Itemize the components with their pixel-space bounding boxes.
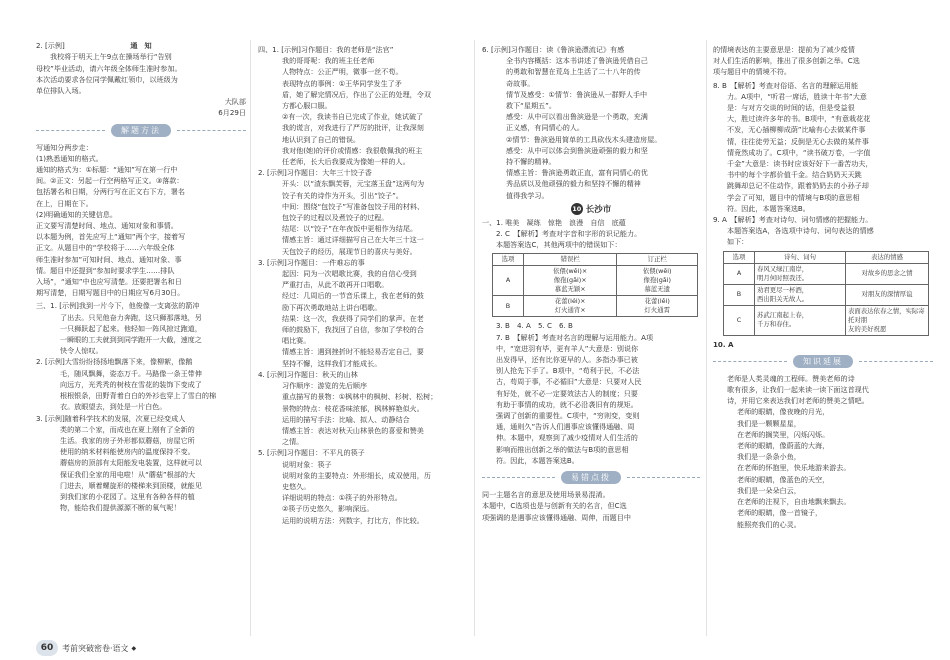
cell-line: 像孢(gǎi) <box>643 276 671 285</box>
footer-mark: ◆ <box>131 644 137 652</box>
text-line: 千金”大意是：读书时应该好好下一番苦功夫， <box>727 159 873 169</box>
pitfall-title: 易错点拨 <box>561 471 621 484</box>
text-line: 师的鼓励下，我找回了自信，参加了学校的合 <box>282 325 424 335</box>
cell-line: 苏武江南起上春， <box>757 311 809 320</box>
extension-text <box>713 373 933 530</box>
table-header: 选项 <box>724 251 755 263</box>
text-line: 任老师，长大后我要成为像她一样的人。 <box>282 157 410 167</box>
text-line: 包括署名和日期，分两行写在正文右下方，署名 <box>36 187 185 197</box>
text-line: 学会了可知，题目中的情境与B项的意思相 <box>727 192 860 202</box>
q9-answer <box>713 214 933 248</box>
text-line: 包饺子的过程以及煮饺子的过程。 <box>282 213 389 223</box>
text-line: 以本题为例，首先应写上“通知”两个字，接着写 <box>36 232 186 242</box>
q6-answer <box>482 44 700 201</box>
text-line: 7. B 【解析】考查对名言的理解与运用能力。A项 <box>496 332 654 342</box>
q7-answer <box>482 332 700 466</box>
text-line: 我的哥哥呢：我的班主任老师 <box>282 56 375 66</box>
text-line: 正义感，有同情心的人。 <box>506 123 585 133</box>
q10-answer: 10. A <box>713 339 734 349</box>
q2-line: 本题答案选C，其他两项中的错误如下： <box>496 240 622 250</box>
text-line: 中间：围绕“包饺子”写准备包饺子用的材料、 <box>282 201 425 211</box>
text-line: 正文要写清楚时间、地点、通知对象和事情。 <box>36 221 178 231</box>
table-cell <box>755 263 846 284</box>
method-banner <box>36 123 246 138</box>
notice-title: 通 知 <box>130 41 152 51</box>
text-line: 是：与对方交谈的时间的话，但是受益很 <box>727 103 855 113</box>
text-line: 到我们家的小花园了。这里有各种各样的植 <box>60 491 195 501</box>
text-line: 说明对象：筷子 <box>282 459 332 469</box>
notice-line: 母校”毕业活动，请六年级全体师生准时参加。 <box>36 63 182 73</box>
text-line: 书中的每个字都价值千金。结合奶奶天天跳 <box>727 170 862 180</box>
text-line: 严重打击，从此不敢再开口唱歌。 <box>282 280 389 290</box>
text-line: 项与题目中的情境不符。 <box>713 67 792 77</box>
text-line: 在老师的搁笑里，闪烁闪烁。 <box>737 429 830 439</box>
cell-line: 花蕾(léi)× <box>554 297 586 306</box>
column-3 <box>482 44 700 660</box>
text-line: 景物的特点：枝花香味浓郁，枫林鲜艳似火。 <box>282 403 424 413</box>
table-cell <box>524 296 617 317</box>
text-line: 师生准时参加”可知时间、地点、通知对象、事 <box>36 254 182 264</box>
notice-sign: 大队部 <box>224 97 246 107</box>
city-heading <box>482 203 700 215</box>
text-line: 物，能给我们提供源源不断的氧气呢！ <box>60 503 181 513</box>
text-line: 根根银条，田野背着白白的外衫也穿上了雪白的棉 <box>60 391 217 401</box>
text-line: 诗，并用它来表达我们对老师的赞美之情吧。 <box>727 396 869 406</box>
cell-line: 慕蓝无遗 <box>644 285 670 294</box>
text-line: 强调了创新的重要性。C项中，“穷则变，变则 <box>496 411 640 421</box>
notice-line: 单位排队入场。 <box>36 86 86 96</box>
text-line: 毛，随风飘舞，姿态万千。马路像一条王带伸 <box>60 368 202 378</box>
text-line: 我的谎言，对我进行了严厉的批评，让我深刻 <box>282 123 424 133</box>
text-line: 秀品质以及他顽强的毅力和坚持不懈的精神 <box>506 179 641 189</box>
text-line: 结尾：以“饺子”在年夜饭中更相作为结尾。 <box>282 224 418 234</box>
text-line: 间。②正文：另起一行空两格写正文。③落款： <box>36 176 184 186</box>
text-line: 三、1. [示例]我到一片今下，他俊像一支离弦的箭冲 <box>36 301 200 311</box>
text-line: 持不懈的精神。 <box>506 157 556 167</box>
text-line: 了出去。只见他奋力奔跑，这只狮那落地，另 <box>60 312 202 322</box>
text-line: 运用的说明方法：列数字，打比方，作比较。 <box>282 515 424 525</box>
column-divider <box>474 40 475 636</box>
table-row <box>493 296 698 317</box>
cell-line: 千万和春住。 <box>757 320 796 329</box>
text-line: 经过：几周后的一节音乐课上，我在老师的鼓 <box>282 291 424 301</box>
text-line: 跳舞却总记不住动作，跟着奶奶去的小孙子却 <box>727 181 869 191</box>
text-line: 表现特点的事例：①王华同学发生了矛 <box>282 78 402 88</box>
text-line: 老师的眼睛，像一首镜子， <box>737 508 823 518</box>
text-line: 的情境表达的主要意思是：提前为了减少疫情 <box>713 45 855 54</box>
notice-date: 6月29日 <box>218 108 246 118</box>
cell-line: 依偎(wěi)× <box>553 267 588 276</box>
text-line: 力。A项中，“听君一席话，胜读十年书”大意 <box>727 91 867 101</box>
section-3-answers <box>36 300 246 513</box>
text-line: 老师的眼睛，像夜晚的月光， <box>737 407 830 417</box>
table-header: 选项 <box>493 254 524 266</box>
table-cell <box>755 284 846 305</box>
text-line: 老师是人类灵魂的工程师。赞美老师的诗 <box>727 373 855 383</box>
text-line: 我对他(她)的评价或情感：我很敬佩我的班主 <box>282 145 423 155</box>
text-line: 古，苟周于事，不必循旧”大意是：只要对人民 <box>496 377 642 387</box>
text-line: 8. B 【解析】考查对俗语、名言的理解运用能 <box>713 80 859 90</box>
column-4 <box>713 44 933 660</box>
text-line: 老师的眼睛，像蔚蓝的大海， <box>737 441 830 451</box>
text-line: 有助于事情的成功，就不必沿袭旧有的规矩。 <box>496 399 638 409</box>
pinyin-table <box>492 253 698 317</box>
table-cell: 对朋友的深情厚谊 <box>846 284 929 305</box>
text-line: 9. A 【解析】考查对诗句、词句情感的把握能力。 <box>713 215 873 225</box>
q2-head: 2. [示例] <box>36 41 65 50</box>
text-line: 在老师的注视下，自由地飘来飘去。 <box>737 497 851 507</box>
extension-title: 知识延展 <box>793 355 853 368</box>
cell-line: 依偎(wēi) <box>642 267 672 276</box>
notice-body <box>36 51 246 96</box>
text-line: 保证我们全家的用电啦！从“蘑菇”根部的大 <box>60 469 196 479</box>
q3-6-answers: 3. B 4. A 5. C 6. B <box>496 321 573 331</box>
text-line: 感受：从中可以体会到鲁滨逊顽强的毅力和坚 <box>506 145 648 155</box>
text-line: 的勇敢和智慧在荒岛上生活了二十八年的传 <box>506 67 641 77</box>
text-line: 中，“宽进羽有毕，更有羊人”大意是：别说你 <box>496 343 639 353</box>
table-cell <box>846 305 929 335</box>
text-line: 在上，日期在下。 <box>36 198 93 208</box>
q1-answer: 一、1. 唯美 凝练 惊艳 浪漫 自信 底蕴 <box>482 217 626 227</box>
text-line: 励下再次勇敢地站上讲台唱歌。 <box>282 302 382 312</box>
text-line: 运用的描写手法：比喻、拟人、动静结合 <box>282 414 410 424</box>
method-title: 解题方法 <box>111 124 171 137</box>
table-cell <box>617 296 698 317</box>
text-line: 老师的眼睛，像蓝色的天空， <box>737 474 830 484</box>
text-line: 救下“星期五”。 <box>506 101 556 111</box>
text-line: 唱比赛。 <box>282 336 311 346</box>
text-line: 情感主旨：遇到挫折时不能轻易否定自己，要 <box>282 347 424 357</box>
text-line: 我们是一朵朵白云， <box>737 485 801 495</box>
text-line: 方都心服口服。 <box>282 101 332 111</box>
table-cell: B <box>724 284 755 305</box>
text-line: 6. [示例]习作题目：读《鲁滨逊漂流记》有感 <box>482 45 625 54</box>
table-row <box>724 305 929 335</box>
text-line: 详细说明的特点：①筷子的外形特点。 <box>282 493 402 503</box>
text-line: 饺子有关的诗作为开头，引出“饺子”。 <box>282 190 403 200</box>
cell-line: 友的美好祝愿 <box>848 324 887 333</box>
text-line: 在老师的怀抱里，快乐地游来游去。 <box>737 463 851 473</box>
text-line: 使用的纳米材料能使房内的温度保持不变。 <box>60 447 195 457</box>
text-line: 说明对象的主要特点：外形细长，成双使用，历 <box>282 470 431 480</box>
pitfall-text <box>482 489 700 523</box>
table-cell: A <box>493 266 524 296</box>
text-line: 情感主旨：鲁滨逊勇敢正直，富有同情心的优 <box>506 168 648 178</box>
text-line: 不发，无心插柳柳成荫”比喻有心去做某件事 <box>727 125 866 135</box>
cell-line: 表面表达依春之情，实际寄托对朋 <box>848 306 925 324</box>
continued-text <box>713 44 933 78</box>
text-line: 一瞬眼的工夫就到到同学跑开一大截，速度之 <box>60 335 202 345</box>
table-header: 错误栏 <box>524 254 617 266</box>
cell-line: 花蕾(lěi) <box>644 297 670 306</box>
text-line: 情。题目中还提到“参加时要求学生……排队 <box>36 265 175 275</box>
book-title: 考前突破密卷·语文 <box>62 643 129 653</box>
q2-line: 2. C 【解析】考查对字音和字形的识记能力。 <box>496 229 642 239</box>
text-line: 别人抢先下手了。B项中，“苟利于民，不必法 <box>496 366 640 376</box>
text-line: 结果：这一次，我获得了同学们的掌声。在老 <box>282 313 424 323</box>
column-1 <box>36 40 246 660</box>
cell-line: 灯火通霄 <box>644 306 670 315</box>
text-line: 天包饺子的经历，展现节日的喜庆与美好。 <box>282 246 417 256</box>
table-cell: B <box>493 296 524 317</box>
table-header: 订正栏 <box>617 254 698 266</box>
table-row <box>724 263 929 284</box>
city-number-badge: 10 <box>572 204 582 213</box>
notice-line: 本次活动要求各位同学佩戴红领巾，以班级为 <box>36 74 178 84</box>
text-line: ②有一次，我读书自已完成了作业，她试破了 <box>282 112 424 122</box>
text-line: 大，胜过读许多年的书。B项中，“有意栽花花 <box>727 114 871 124</box>
poetry-table <box>723 251 929 336</box>
text-line: 符。因此，本题答案选B。 <box>727 203 810 213</box>
text-line: 4. [示例]习作题目：秋天的山林 <box>258 369 358 379</box>
text-line: 生活。我家的房子外形都似蘑菇，房屋它所 <box>60 435 195 445</box>
text-line: 符。因此，本题答案选B。 <box>496 455 579 465</box>
text-line: 坚持不懈，这样我们才能成长。 <box>282 358 382 368</box>
text-line: 我们是一颗颗星星， <box>737 418 801 428</box>
cell-line: 慕蓝无颖× <box>554 285 586 294</box>
text-line: 门进去，顺着螺旋形的楼梯来到顶楼，就能见 <box>60 480 202 490</box>
text-line: 2. [示例]大雪纷纷扬扬地飘落下来，像柳絮，像鹅 <box>36 357 193 367</box>
method-text <box>36 142 246 299</box>
text-line: 盾，她了解完情况后，作出了公正的处理，令双 <box>282 89 431 99</box>
text-line: 有好处，就不必一定要效法古人的制度；只要 <box>496 388 638 398</box>
city-name: 长沙市 <box>585 204 612 215</box>
column-2 <box>258 44 468 660</box>
section-4-answers <box>258 44 468 526</box>
text-line: 起因：同为一次唱歌比赛，我的自信心受到 <box>282 269 417 279</box>
text-line: 项强调的是遇事应该懂得通融、周伸，而题目中 <box>482 512 631 522</box>
text-line: 情感主旨：表达对秋天山林景色的喜爱和赞美 <box>282 425 424 435</box>
text-line: 出发得早，还有比你更早的人。多指办事已被 <box>496 355 638 365</box>
text-line: 情，往往徒劳无益；反倒是无心去做的某件事 <box>727 136 869 146</box>
text-line: 本题中，C选项也是与创新有关的名言，但C选 <box>482 501 627 511</box>
text-line: 5. [示例]习作题目：不平凡的筷子 <box>258 448 365 458</box>
text-line: 通知的格式为：①标题：“通知”写在第一行中 <box>36 165 178 175</box>
text-line: 开头：以“渣东飘芙蓉，元宝落玉盘”这两句为 <box>282 179 425 189</box>
text-line: 衣。放眼望去，到处是一片白色。 <box>60 402 167 412</box>
text-line: 3. [示例]习作题目：一件难忘的事 <box>258 257 365 267</box>
text-line: 影响而推出创新之举的做法与B项的意思相 <box>496 444 629 454</box>
table-cell <box>755 305 846 335</box>
text-line: 类的第二个家，而成也在夏上刚有了全新的 <box>60 424 195 434</box>
q8-answer <box>713 80 933 214</box>
text-line: 如下： <box>727 237 749 247</box>
text-line: ②筷子历史悠久，影响深远。 <box>282 504 374 514</box>
table-header: 表达的情感 <box>846 251 929 263</box>
text-line: 情竟然成功了。C项中，“读书破万卷，一字值 <box>727 147 871 157</box>
text-line: 之情。 <box>282 437 304 447</box>
text-line: 2. [示例]习作题目：大年三十饺子香 <box>258 168 372 178</box>
text-line: (2)明确通知的关键信息。 <box>36 209 117 219</box>
table-cell: A <box>724 263 755 284</box>
text-line: 感受：从中可以看出鲁滨逊是一个勇敢，充满 <box>506 112 648 122</box>
notice-line: 我校将于明天上午9点在操场举行“告别 <box>50 52 172 62</box>
page-footer <box>36 640 136 656</box>
text-line: 奇故事。 <box>506 78 535 88</box>
table-cell <box>617 266 698 296</box>
table-header: 诗句、词句 <box>755 251 846 263</box>
column-divider <box>250 40 251 636</box>
cell-line: 明月何时照我还。 <box>757 273 809 282</box>
cell-line: 灯火通宵× <box>554 306 586 315</box>
text-line: 期写清楚，日期写题目中的日期应写6月30日。 <box>36 288 185 298</box>
table-row <box>724 284 929 305</box>
text-line: 歌有很多，让我们一起来读一读下面这首现代 <box>727 385 869 395</box>
text-line: 史悠久。 <box>282 481 311 491</box>
text-line: 情感主旨：通过详细描写自己在大年三十这一 <box>282 235 424 245</box>
text-line: 正文。从题目中的“学校将于……六年级全体 <box>36 243 175 253</box>
pitfall-banner <box>482 470 700 485</box>
table-cell <box>524 266 617 296</box>
text-line: 伸。本题中，观察到了减少疫情对人们生活的 <box>496 433 638 443</box>
text-line: 3. [示例]随着科学技术的发展，次夏已经变成人 <box>36 413 186 423</box>
text-line: 全书内容概括：这本书讲述了鲁滨逊凭借自己 <box>506 56 648 66</box>
table-cell: 对故乡的思念之情 <box>846 263 929 284</box>
text-line: ②情节：鲁滨逊用简单的工具砍伐木头建造房屋。 <box>506 134 662 144</box>
text-line: 本题答案选A，各选项中诗句、词句表达的情感 <box>727 226 874 236</box>
extension-banner <box>713 354 933 369</box>
text-line: 向远方，光秃秃的树枝在雪花的装饰下变成了 <box>60 379 202 389</box>
text-line: 通，通则久”告诉人们遇事应该懂得通融、周 <box>496 422 635 432</box>
text-line: 快令人惊叹。 <box>60 346 103 356</box>
text-line: 一只狮跃起了起来。他轻如一阵风掠过跑道， <box>60 323 202 333</box>
text-line: 入场”，“通知”中也应写清楚。还要把署名和日 <box>36 277 182 287</box>
text-line: 蘑菇房的顶部有太阳能发电装置，这样就可以 <box>60 458 202 468</box>
text-line: 对人们生活的影响，推出了很多创新之举。C选 <box>713 56 860 66</box>
text-line: 能照亮我们的心灵。 <box>737 519 801 529</box>
text-line: 同一主题名言的意思及使用场景易混淆。 <box>482 490 610 500</box>
cell-line: 劝君更尽一杯酒， <box>757 285 809 294</box>
text-line: 我们是一条条小鱼， <box>737 452 801 462</box>
text-line: 习作顺序：游览的先后顺序 <box>282 381 368 391</box>
text-line: 四、1. [示例]习作题目：我的老师是“法官” <box>258 45 394 54</box>
text-line: 值得我学习。 <box>506 190 549 200</box>
text-line: 重点描写的景物：①枫林中的枫树、杉树、松树； <box>282 392 438 402</box>
table-cell: C <box>724 305 755 335</box>
page-number: 60 <box>36 640 58 656</box>
text-line: 情节及感受：①情节：鲁滨逊从一群野人手中 <box>506 89 648 99</box>
column-divider <box>706 40 707 636</box>
cell-line: 西出阳关无故人。 <box>757 294 809 303</box>
text-line: (1)熟悉通知的格式。 <box>36 153 103 163</box>
text-line: 人物特点：公正严明，微事一丝不苟。 <box>282 67 403 77</box>
table-row <box>493 266 698 296</box>
text-line: 写通知分两步走： <box>36 142 93 152</box>
cell-line: 春风又绿江南岸， <box>757 264 809 273</box>
cell-line: 像孢(gǎi)× <box>553 276 587 285</box>
text-line: 地认识到了自己的错误。 <box>282 134 361 144</box>
